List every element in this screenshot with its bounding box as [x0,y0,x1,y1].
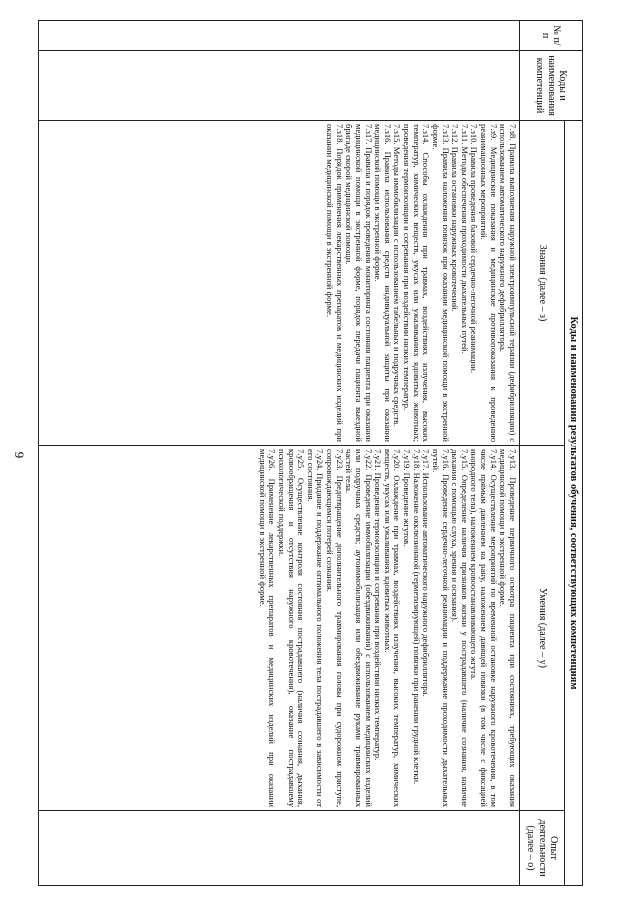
group-header: Коды и наименования результатов обучения, соответствующих компетенциям [565,121,583,886]
skills-cell [39,446,520,811]
skill-item: 7.у19. Проведение жгутов. [402,449,413,547]
skill-item: 7.у22. Проведение иммобилизации (обездвиживания) с использованием медицинских изделий или подручных средств; аутоиммобилизация или обездвиживание руками травмированных частей тела. [344,449,374,807]
knowledge-item: 7.з8. Правила выполнения наружной электроимпульсной терапии (дефибрилляции) с использованием автоматического наружного дефибриллятора. [498,124,518,442]
page-number: 9 [12,451,27,459]
col-knowledge-header: Знания (далее – з) [520,121,565,446]
skill-item: 7.у24. Придание и поддержание оптимального положения тела пострадавшего в зависимости от его состояния. [305,449,326,807]
skill-item: 7.у15. Определение наличия признаков жизни у пострадавшего (наличие сознания, наличие дыхания с помощью слуха, зрения и осязания). [450,449,470,807]
knowledge-item: 7.з17. Правила и порядок проведения мониторинга состояния пациента при оказании медицинской помощи в экстренной форме, порядок передачи пациента выездной бригаде скорой медицинской помощи. [344,124,374,442]
knowledge-item: 7.з9. Медицинские показания и медицинские противопоказания к проведению реанимационных мероприятий. [479,124,499,442]
col-skills-header: Умения (далее – у) [520,446,565,811]
row-num-cell [39,21,520,51]
knowledge-item: 7.з13. Правила наложения повязок при оказании медицинской помощи в экстренной форме. [431,124,451,442]
knowledge-item: 7.з18. Порядок применения лекарственных препаратов и медицинских изделий при оказании медицинской помощи в экстренной форме. [325,124,345,442]
col-num-header: № п/п [520,21,583,51]
skill-item: 7.у21. Проведение термоизоляции и согревания при воздействии низких температур. [373,449,384,761]
row-code-cell [39,51,520,121]
skill-item: 7.у20. Охлаждение при травмах, воздействиях излучения, высоких температур, химических веществ, укусах или ужаливаниях ядовитых животных. [382,449,403,807]
knowledge-item: 7.з10. Правила проведения базовой сердечно-легочной реанимации. [469,124,480,374]
col-experience-header: Опыт деятельности (далее – о) [520,811,565,886]
skill-item: 7.у14. Осуществление мероприятий по временной остановке наружного кровотечения, в том числе прямым давлением на рану, наложением давящей повязки (в том числе с фиксацией инородного тела), наложением кровоостанавливающего жгута. [469,449,499,807]
skill-item: 7.у18. Наложение окклюзионной (герметизирующей) повязки при ранении грудной клетки. [411,449,422,785]
skill-item: 7.у23. Предотвращение дополнительного травмирования головы при судорожном приступе, сопровождающимся потерей сознания. [325,449,345,807]
knowledge-item: 7.з15. Методы иммобилизации с использованием табельных и подручных средств. [392,124,403,427]
experience-cell [39,811,520,886]
table-row [39,21,520,886]
knowledge-cell [39,121,520,446]
skill-item: 7.у13. Проведение первичного осмотра пациента при состояниях, требующих оказания медицинской помощи в экстренной форме. [498,449,518,807]
skill-item: 7.у17. Использование автоматического наружного дефибриллятора. [421,449,432,697]
col-codes-header: Коды и наименования компетенций [520,51,583,121]
competencies-table [38,20,583,886]
knowledge-item: 7.з14. Способы охлаждения при травмах, воздействиях излучения, высоких температур, химических веществ, укусах или ужаливаниях ядовитых животных; проведения термоизоляции и согревания при воздействии низких температур. [402,124,432,442]
skill-item: 7.у26. Применение лекарственных препаратов и медицинских изделий при оказании медицинской помощи в экстренной форме. [257,449,278,807]
skill-item: 7.у25. Осуществление контроля состояния пострадавшего (наличия сознания, дыхания, кровообращения и отсутствия наружного кровотечения), оказание пострадавшему психологической поддержки. [277,449,307,807]
knowledge-item: 7.з11. Методы обеспечения проходимости дыхательных путей. [459,124,470,354]
knowledge-item: 7.з16. Правила использования средств индивидуальной защиты при оказании медицинской помощи в экстренной форме. [373,124,393,442]
skill-item: 7.у16. Проведение сердечно-легочной реанимации и поддержание проходимости дыхательных путей. [431,449,451,807]
knowledge-item: 7.з12. Правила остановки наружных кровотечений. [450,124,461,312]
rotated-table-container [38,20,583,885]
